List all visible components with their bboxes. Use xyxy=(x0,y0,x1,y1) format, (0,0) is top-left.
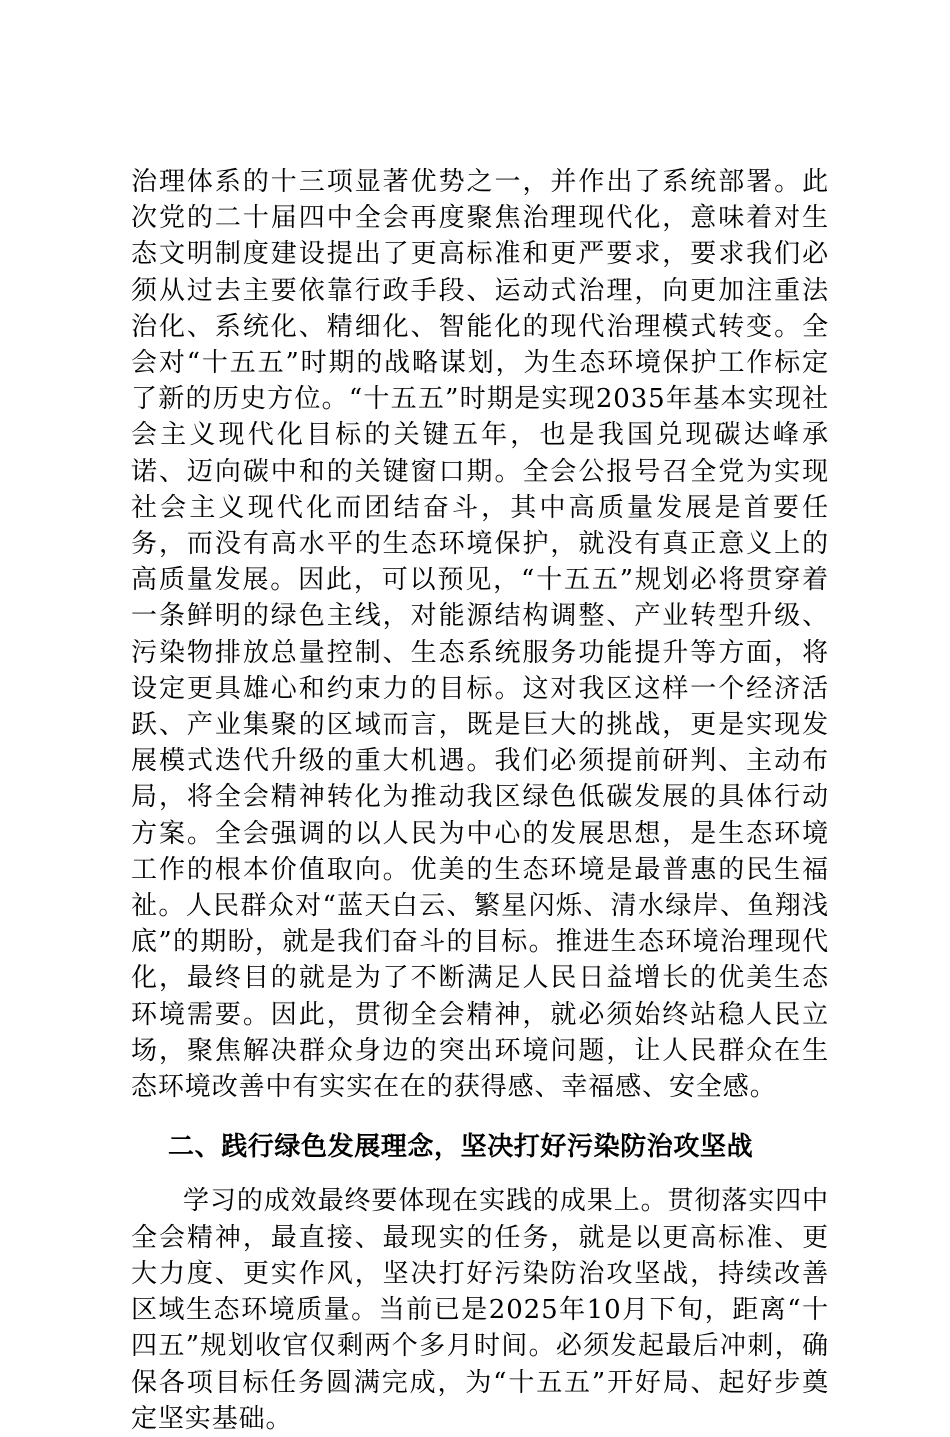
body-paragraph: 学习的成效最终要体现在实践的成果上。贯彻落实四中全会精神，最直接、最现实的任务，就是以更高标准、更大力度、更实作风，坚决打好污染防治攻坚战，持续改善区域生态环境质量。当前已是2025年10月下旬，距离“十四五”规划收官仅剩两个多月时间。必须发起最后冲刺，确保各项目标任务圆满完成，为“十五五”开好局、起好步奠定坚实基础。 xyxy=(131,1186,829,1434)
body-paragraph-continued: 治理体系的十三项显著优势之一，并作出了系统部署。此次党的二十届四中全会再度聚焦治理现代化，意味着对生态文明制度建设提出了更高标准和更严要求，要求我们必须从过去主要依靠行政手段、运动式治理，向更加注重法治化、系统化、精细化、智能化的现代治理模式转变。全会对“十五五”时期的战略谋划，为生态环境保护工作标定了新的历史方位。“十五五”时期是实现2035年基本实现社会主义现代化目标的关键五年，也是我国兑现碳达峰承诺、迈向碳中和的关键窗口期。全会公报号召全党为实现社会主义现代化而团结奋斗，其中高质量发展是首要任务，而没有高水平的生态环境保护，就没有真正意义上的高质量发展。因此，可以预见，“十五五”规划必将贯穿着一条鲜明的绿色主线，对能源结构调整、产业转型升级、污染物排放总量控制、生态系统服务功能提升等方面，将设定更具雄心和约束力的目标。这对我区这样一个经济活跃、产业集聚的区域而言，既是巨大的挑战，更是实现发展模式迭代升级的重大机遇。我们必须提前研判、主动布局，将全会精神转化为推动我区绿色低碳发展的具体行动方案。全会强调的以人民为中心的发展思想，是生态环境工作的根本价值取向。优美的生态环境是最普惠的民生福祉。人民群众对“蓝天白云、繁星闪烁、清水绿岸、鱼翔浅底”的期盼，就是我们奋斗的目标。推进生态环境治理现代化，最终目的就是为了不断满足人民日益增长的优美生态环境需要。因此，贯彻全会精神，就必须始终站稳人民立场，聚焦解决群众身边的突出环境问题，让人民群众在生态环境改善中有实实在在的获得感、幸福感、安全感。 xyxy=(131,167,829,1103)
document-body xyxy=(131,164,829,1437)
section-heading: 二、践行绿色发展理念，坚决打好污染防治攻坚战 xyxy=(168,1132,754,1163)
